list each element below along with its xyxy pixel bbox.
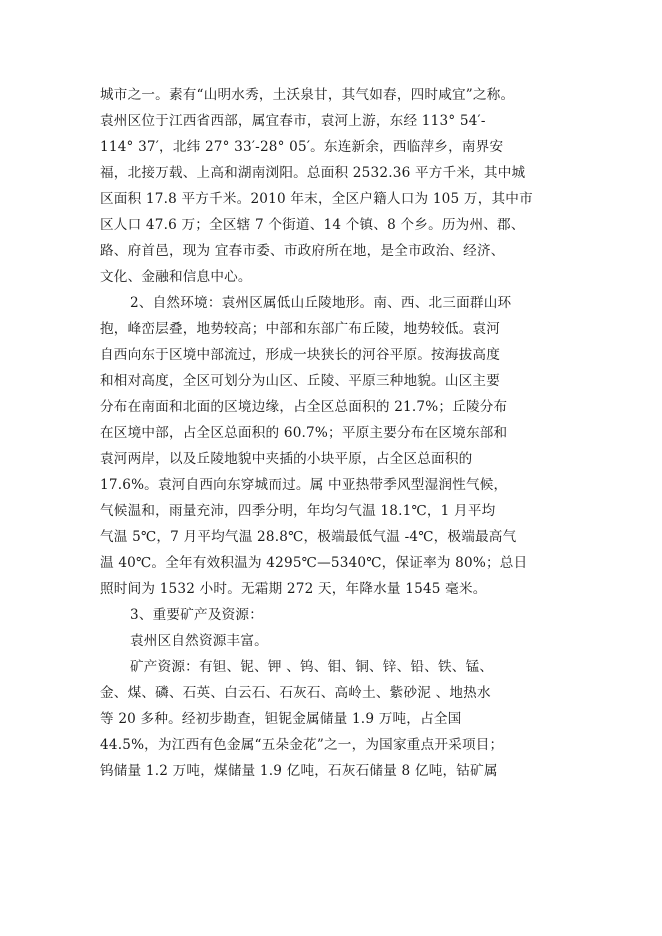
text-line: 气温 5℃，7 月平均气温 28.8℃，极端最低气温 -4℃，极端最高气 — [100, 529, 517, 545]
text-line: 福，北接万载、上高和湖南浏阳。总面积 2532.36 平方千米，其中城 — [100, 165, 526, 181]
text-line: 袁河两岸，以及丘陵地貌中夹插的小块平原，占全区总面积的 — [100, 451, 473, 467]
text-line: 和相对高度，全区可划分为山区、丘陵、平原三种地貌。山区主要 — [100, 373, 501, 389]
text-line: 城市之一。素有“山明水秀，土沃泉甘，其气如春，四时咸宜”之称。 — [100, 87, 515, 103]
paragraph-start-line: 袁州区自然资源丰富。 — [130, 633, 268, 649]
text-line: 分布在南面和北面的区境边缘，占全区总面积的 21.7%；丘陵分布 — [100, 399, 508, 415]
text-line: 抱，峰峦层叠，地势较高；中部和东部广布丘陵，地势较低。袁河 — [100, 321, 501, 337]
text-line: 区面积 17.8 平方千米。2010 年末，全区户籍人口为 105 万，其中市 — [100, 191, 533, 207]
text-line: 温 40℃。全年有效积温为 4295℃—5340℃，保证率为 80%；总日 — [100, 555, 528, 571]
text-line: 金、煤、磷、石英、白云石、石灰石、高岭土、紫砂泥 、地热水 — [100, 685, 491, 701]
text-line: 文化、金融和信息中心。 — [100, 269, 252, 285]
text-line: 在区境中部，占全区总面积的 60.7%；平原主要分布在区境东部和 — [100, 425, 508, 441]
text-line: 等 20 多种。经初步勘查，钽铌金属储量 1.9 万吨，占全国 — [100, 711, 462, 727]
text-line: 44.5%，为江西有色金属“五朵金花”之一，为国家重点开采项目； — [100, 737, 504, 753]
text-line: 袁州区位于江西省西部，属宜春市，袁河上游，东经 113° 54′- — [100, 113, 486, 129]
text-line: 区人口 47.6 万；全区辖 7 个街道、14 个镇、8 个乡。历为州、郡、 — [100, 217, 525, 233]
text-line: 114° 37′，北纬 27° 33′-28° 05′。东连新余，西临萍乡，南界安 — [100, 139, 504, 155]
text-line: 自西向东于区境中部流过，形成一块狭长的河谷平原。按海拔高度 — [100, 347, 501, 363]
paragraph-start-line: 2、自然环境：袁州区属低山丘陵地形。南、西、北三面群山环 — [130, 295, 512, 311]
text-line: 照时间为 1532 小时。无霜期 272 天，年降水量 1545 毫米。 — [100, 581, 487, 597]
section-heading: 3、重要矿产及资源： — [130, 607, 263, 623]
text-line: 17.6%。袁河自西向东穿城而过。属 中亚热带季风型湿润性气候， — [100, 477, 508, 493]
paragraph-start-line: 矿产资源：有钽、铌、钾 、钨、钼、铜、锌、铅、铁、锰、 — [130, 659, 494, 675]
text-line: 路、府首邑，现为 宜春市委、市政府所在地，是全市政治、经济、 — [100, 243, 505, 259]
text-line: 钨储量 1.2 万吨，煤储量 1.9 亿吨，石灰石储量 8 亿吨，钴矿属 — [100, 763, 498, 779]
text-line: 气候温和，雨量充沛，四季分明，年均匀气温 18.1℃，1 月平均 — [100, 503, 496, 519]
